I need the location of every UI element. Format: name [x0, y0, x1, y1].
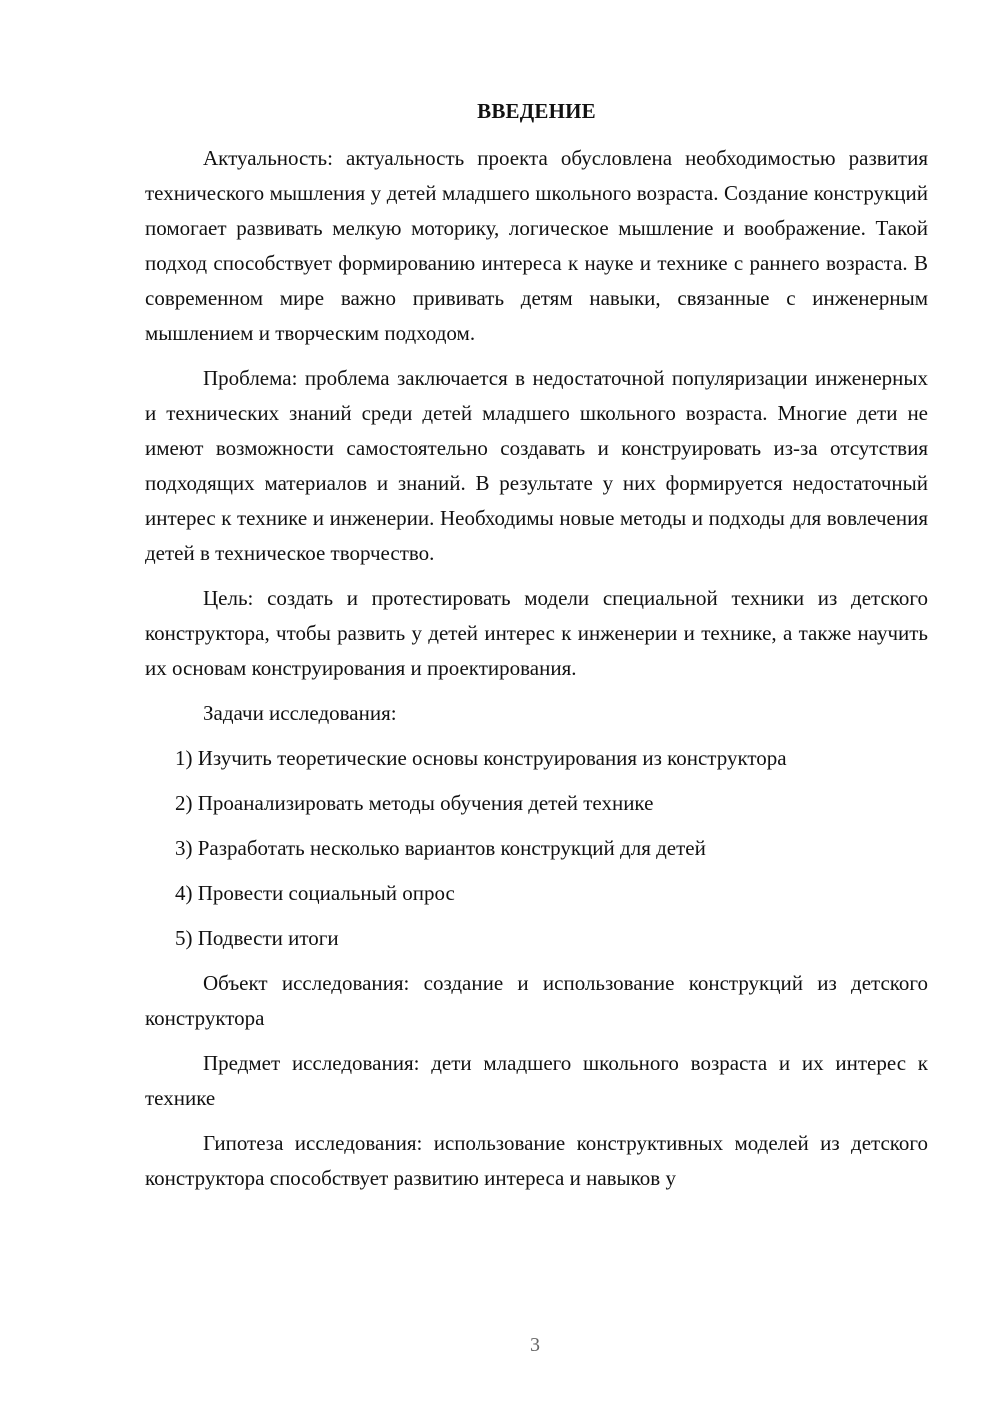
- object-paragraph: Объект исследования: создание и использование конструкций из детского конструктора: [145, 971, 928, 1030]
- list-item: 3) Разработать несколько вариантов конструкций для детей: [175, 836, 706, 860]
- list-item: 1) Изучить теоретические основы конструирования из конструктора: [175, 746, 787, 770]
- hypothesis-paragraph: Гипотеза исследования: использование конструктивных моделей из детского конструктора способствует развитию интереса и навыков у: [145, 1131, 928, 1190]
- list-item: 2) Проанализировать методы обучения детей технике: [175, 791, 654, 815]
- subject-paragraph: Предмет исследования: дети младшего школьного возраста и их интерес к технике: [145, 1051, 928, 1110]
- tasks-heading: Задачи исследования:: [203, 701, 397, 725]
- task-list: [145, 741, 928, 956]
- list-item: 4) Провести социальный опрос: [175, 881, 455, 905]
- problem-paragraph: Проблема: проблема заключается в недостаточной популяризации инженерных и технических знаний среди детей младшего школьного возраста. Многие дети не имеют возможности самостоятельно создавать и конструировать из-за отсутствия подходящих материалов и знаний. В результате у них формируется недостаточный интерес к технике и инженерии. Необходимы новые методы и подходы для вовлечения детей в техническое творчество.: [145, 366, 928, 565]
- page-number: 3: [530, 1334, 540, 1356]
- page-content: [145, 94, 928, 1206]
- relevance-paragraph: Актуальность: актуальность проекта обусловлена необходимостью развития технического мышления у детей младшего школьного возраста. Создание конструкций помогает развивать мелкую моторику, логическое мышление и воображение. Такой подход способствует формированию интереса к науке и технике с раннего возраста. В современном мире важно прививать детям навыки, связанные с инженерным мышлением и творческим подходом.: [145, 146, 928, 345]
- section-title: ВВЕДЕНИЕ: [477, 99, 596, 123]
- list-item: 5) Подвести итоги: [175, 926, 339, 950]
- goal-paragraph: Цель: создать и протестировать модели специальной техники из детского конструктора, чтобы развить у детей интерес к инженерии и технике, а также научить их основам конструирования и проектирования.: [145, 586, 928, 680]
